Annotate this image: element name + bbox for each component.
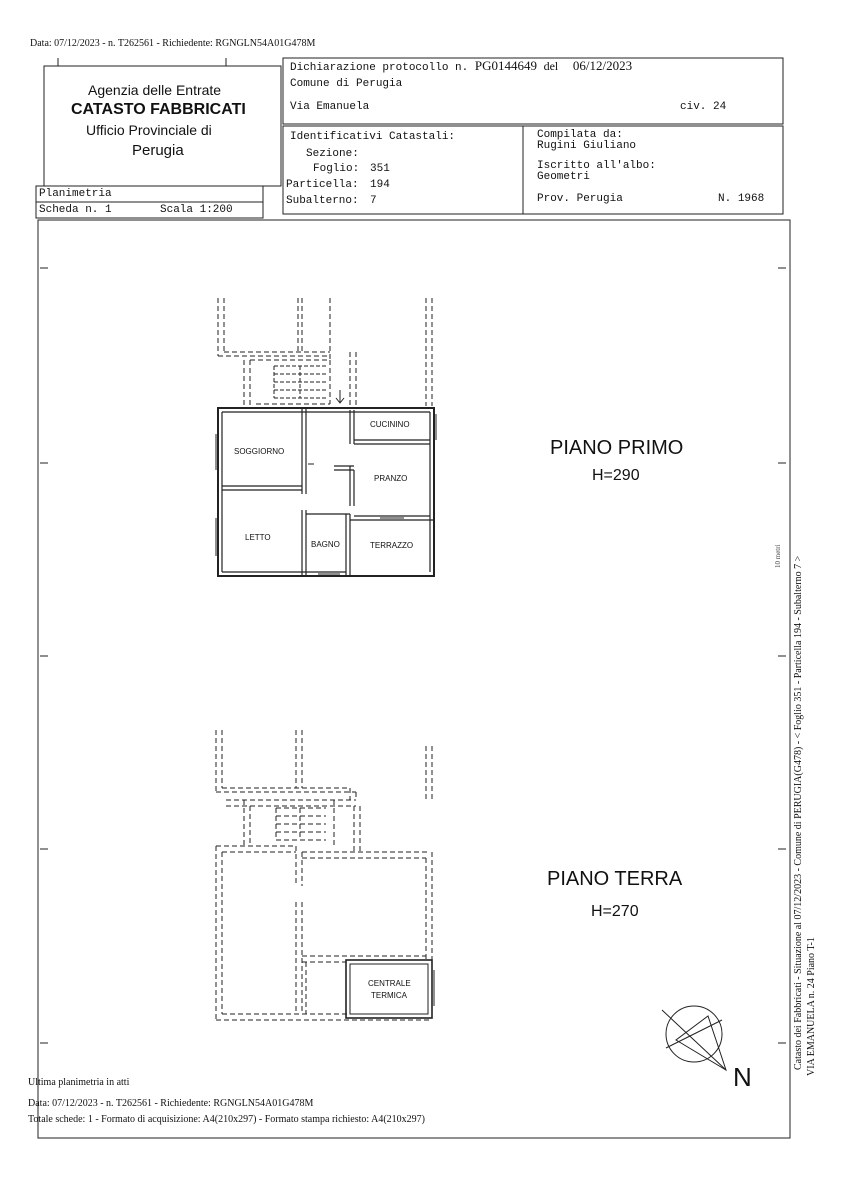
room-centrale: CENTRALE	[368, 979, 411, 988]
room-termica: TERMICA	[371, 991, 407, 1000]
room-cucinino: CUCININO	[370, 420, 410, 429]
catasto-title: CATASTO FABBRICATI	[71, 101, 246, 118]
protocol-label: Dichiarazione protocollo n.	[290, 62, 469, 74]
side-info-line2: VIA EMANUELA n. 24 Piano T-1	[806, 937, 817, 1076]
particella-value: 194	[370, 179, 390, 191]
civic-number	[680, 101, 726, 113]
scheda-label: Scheda n. 1	[39, 204, 112, 216]
albo-number-label: N.	[718, 193, 732, 205]
foglio-value: 351	[370, 163, 390, 175]
room-soggiorno: SOGGIORNO	[234, 447, 285, 456]
north-label: N	[733, 1062, 752, 1092]
protocol-line	[290, 58, 632, 74]
side-stamp: 10 metri	[774, 544, 782, 568]
protocol-number: PG0144649	[474, 58, 537, 73]
room-letto: LETTO	[245, 533, 271, 542]
protocol-del-label: del	[543, 59, 559, 73]
scala-label: Scala 1:200	[160, 204, 233, 216]
side-info-line1: Catasto dei Fabbricati - Situazione al 07/12/2023 - Comune di PERUGIA(G478) - < Foglio 351 - Particella 194 - Subalterno 7 >	[793, 555, 804, 1070]
footer-request-line: Data: 07/12/2023 - n. T262561 - Richiedente: RGNGLN54A01G478M	[28, 1098, 314, 1109]
ufficio-city: Perugia	[132, 142, 184, 159]
planimetria-label: Planimetria	[39, 188, 112, 200]
identificativi-title: Identificativi Catastali:	[290, 131, 456, 143]
subalterno-value: 7	[370, 195, 377, 207]
civic-value: 24	[713, 101, 727, 113]
prov-value: Prov. Perugia	[537, 193, 623, 205]
albo-number-value: 1968	[737, 193, 765, 205]
north-arrow	[662, 1006, 726, 1070]
footer-schede-line: Totale schede: 1 - Formato di acquisizione: A4(210x297) - Formato stampa richiesto: A4(210x297)	[28, 1114, 425, 1125]
subalterno-label: Subalterno:	[286, 195, 359, 207]
footer-ultima: Ultima planimetria in atti	[28, 1077, 130, 1088]
particella-label: Particella:	[286, 179, 359, 191]
room-terrazzo: TERRAZZO	[370, 541, 414, 550]
room-pranzo: PRANZO	[374, 474, 408, 483]
piano-primo-title: PIANO PRIMO	[550, 437, 684, 459]
albo-value: Geometri	[537, 171, 590, 183]
foglio-label: Foglio:	[313, 163, 360, 175]
piano-primo-height: H=290	[592, 467, 640, 484]
piano-terra-plan	[216, 730, 432, 1020]
albo-number	[718, 193, 764, 205]
protocol-date: 06/12/2023	[572, 58, 633, 73]
piano-terra-height: H=270	[591, 903, 639, 920]
compilata-name: Rugini Giuliano	[537, 140, 637, 152]
agency-name: Agenzia delle Entrate	[88, 82, 222, 98]
street-line: Via Emanuela	[290, 101, 370, 113]
room-bagno: BAGNO	[311, 540, 340, 549]
albo-label: Iscritto all'albo:	[537, 160, 656, 172]
sezione-label: Sezione:	[306, 148, 359, 160]
compilata-label: Compilata da:	[537, 129, 623, 141]
ufficio-label: Ufficio Provinciale di	[86, 122, 212, 138]
civic-label: civ.	[680, 101, 707, 113]
piano-terra-title: PIANO TERRA	[547, 868, 683, 890]
header-request-line: Data: 07/12/2023 - n. T262561 - Richiedente: RGNGLN54A01G478M	[30, 38, 316, 49]
comune-line: Comune di Perugia	[290, 78, 403, 90]
